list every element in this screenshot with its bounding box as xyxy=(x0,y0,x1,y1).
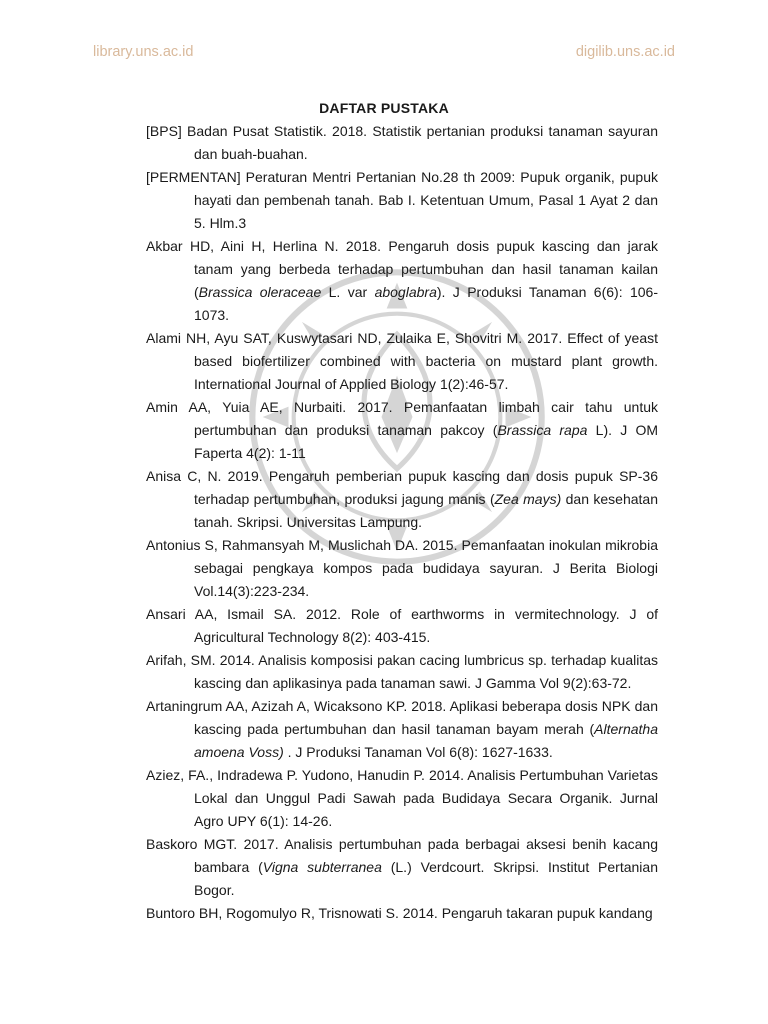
reference-item: Ansari AA, Ismail SA. 2012. Role of earthworms in vermitechnology. J of Agricultural Technology 8(2): 403-415. xyxy=(146,606,658,645)
reference-item: Aziez, FA., Indradewa P. Yudono, Hanudin P. 2014. Analisis Pertumbuhan Varietas Lokal dan Unggul Padi Sawah pada Budidaya Secara Organik. Jurnal Agro UPY 6(1): 14-26. xyxy=(146,767,658,829)
page-title: DAFTAR PUSTAKA xyxy=(319,100,449,116)
reference-item: Antonius S, Rahmansyah M, Muslichah DA. 2015. Pemanfaatan inokulan mikrobia sebagai pengkaya kompos pada budidaya sayuran. J Berita Biologi Vol.14(3):223-234. xyxy=(146,537,658,599)
reference-item: Baskoro MGT. 2017. Analisis pertumbuhan pada berbagai aksesi benih kacang bambara (Vigna subterranea (L.) Verdcourt. Skripsi. Institut Pertanian Bogor. xyxy=(146,836,658,898)
header-library-url[interactable]: library.uns.ac.id xyxy=(93,44,194,60)
reference-item: Alami NH, Ayu SAT, Kuswytasari ND, Zulaika E, Shovitri M. 2017. Effect of yeast based biofertilizer combined with bacteria on mustard plant growth. International Journal of Applied Biology 1(2):46-57. xyxy=(146,330,658,392)
reference-item: Arifah, SM. 2014. Analisis komposisi pakan cacing lumbricus sp. terhadap kualitas kascing dan aplikasinya pada tanaman sawi. J Gamma Vol 9(2):63-72. xyxy=(146,652,658,691)
reference-list xyxy=(146,120,658,925)
reference-item: [PERMENTAN] Peraturan Mentri Pertanian No.28 th 2009: Pupuk organik, pupuk hayati dan pembenah tanah. Bab I. Ketentuan Umum, Pasal 1 Ayat 2 dan 5. Hlm.3 xyxy=(146,169,658,231)
reference-item: Anisa C, N. 2019. Pengaruh pemberian pupuk kascing dan dosis pupuk SP-36 terhadap pertumbuhan, produksi jagung manis (Zea mays) dan kesehatan tanah. Skripsi. Universitas Lampung. xyxy=(146,468,659,530)
header-digilib-url[interactable]: digilib.uns.ac.id xyxy=(575,44,675,60)
reference-item: Artaningrum AA, Azizah A, Wicaksono KP. 2018. Aplikasi beberapa dosis NPK dan kascing pada pertumbuhan dan hasil tanaman bayam merah (Alternatha amoena Voss) . J Produksi Tanaman Vol 6(8): 1627-1633. xyxy=(146,698,658,760)
reference-item: Amin AA, Yuia AE, Nurbaiti. 2017. Pemanfaatan limbah cair tahu untuk pertumbuhan dan produksi tanaman pakcoy (Brassica rapa L). J OM Faperta 4(2): 1-11 xyxy=(146,399,659,461)
reference-item: [BPS] Badan Pusat Statistik. 2018. Statistik pertanian produksi tanaman sayuran dan buah-buahan. xyxy=(146,123,658,162)
reference-item: Akbar HD, Aini H, Herlina N. 2018. Pengaruh dosis pupuk kascing dan jarak tanam yang berbeda terhadap pertumbuhan dan hasil tanaman kailan (Brassica oleraceae L. var aboglabra). J Produksi Tanaman 6(6): 106-1073. xyxy=(146,238,659,323)
reference-item: Buntoro BH, Rogomulyo R, Trisnowati S. 2014. Pengaruh takaran pupuk kandang xyxy=(146,905,653,921)
